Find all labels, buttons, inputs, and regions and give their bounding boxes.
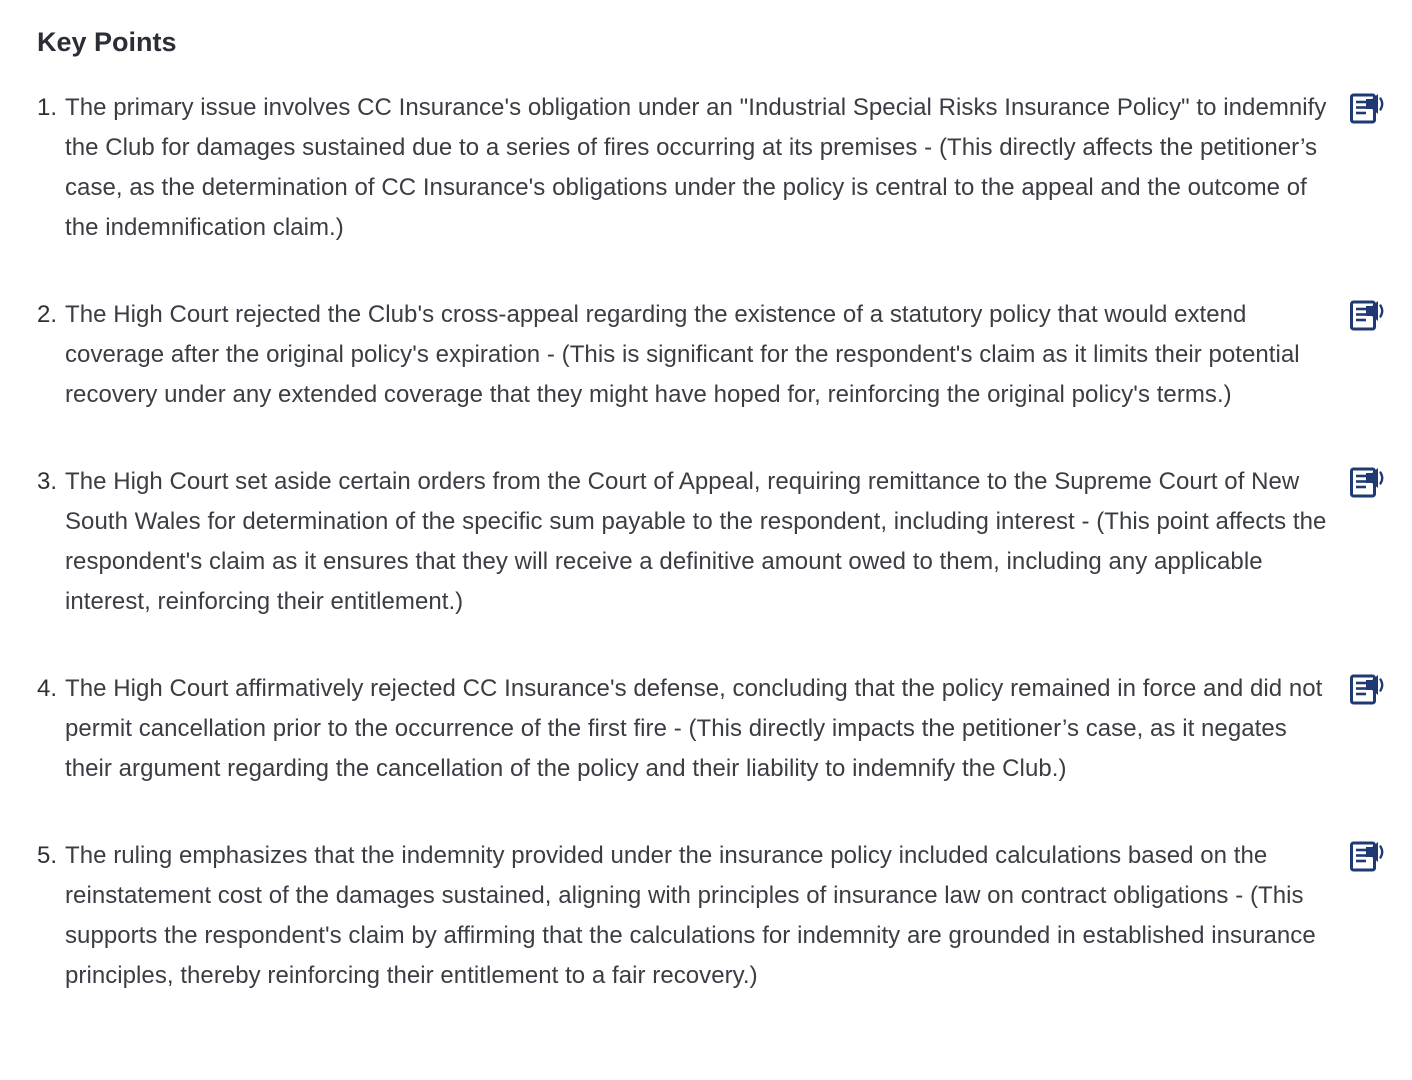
read-aloud-button[interactable]	[1348, 295, 1388, 335]
text-to-speech-icon	[1349, 463, 1387, 501]
point-number: 5.	[37, 842, 58, 869]
key-point-5	[37, 836, 1388, 996]
key-point-2	[37, 295, 1388, 415]
text-to-speech-icon	[1349, 837, 1387, 875]
read-aloud-button[interactable]	[1348, 462, 1388, 502]
text-to-speech-icon	[1349, 670, 1387, 708]
read-aloud-button[interactable]	[1348, 88, 1388, 128]
key-points-list	[37, 88, 1388, 996]
key-point-1	[37, 88, 1388, 248]
section-title: Key Points	[37, 27, 177, 57]
point-text: The High Court set aside certain orders from the Court of Appeal, requiring remittance to the Supreme Court of New South Wales for determination of the specific sum payable to the respondent, including interest - (This point affects the respondent's claim as it ensures that they will receive a definitive amount owed to them, including any applicable interest, reinforcing their entitlement.)	[65, 468, 1327, 615]
point-text: The High Court affirmatively rejected CC Insurance's defense, concluding that the policy remained in force and did not permit cancellation prior to the occurrence of the first fire - (This directly impacts the petitioner’s case, as it negates their argument regarding the cancellation of the policy and their liability to indemnify the Club.)	[65, 675, 1323, 782]
point-number: 2.	[37, 301, 58, 328]
key-point-4	[37, 669, 1388, 789]
point-number: 4.	[37, 675, 58, 702]
point-number: 1.	[37, 94, 58, 121]
point-text: The ruling emphasizes that the indemnity provided under the insurance policy included calculations based on the reinstatement cost of the damages sustained, aligning with principles of insurance law on contract obligations - (This supports the respondent's claim by affirming that the calculations for indemnity are grounded in established insurance principles, thereby reinforcing their entitlement to a fair recovery.)	[65, 842, 1316, 989]
text-to-speech-icon	[1349, 296, 1387, 334]
key-point-3	[37, 462, 1388, 622]
point-number: 3.	[37, 468, 58, 495]
text-to-speech-icon	[1349, 89, 1387, 127]
read-aloud-button[interactable]	[1348, 836, 1388, 876]
point-text: The High Court rejected the Club's cross-appeal regarding the existence of a statutory policy that would extend coverage after the original policy's expiration - (This is significant for the respondent's claim as it limits their potential recovery under any extended coverage that they might have hoped for, reinforcing the original policy's terms.)	[65, 301, 1300, 408]
read-aloud-button[interactable]	[1348, 669, 1388, 709]
point-text: The primary issue involves CC Insurance's obligation under an "Industrial Special Risks Insurance Policy" to indemnify the Club for damages sustained due to a series of fires occurring at its premises - (This directly affects the petitioner’s case, as the determination of CC Insurance's obligations under the policy is central to the appeal and the outcome of the indemnification claim.)	[65, 94, 1327, 241]
